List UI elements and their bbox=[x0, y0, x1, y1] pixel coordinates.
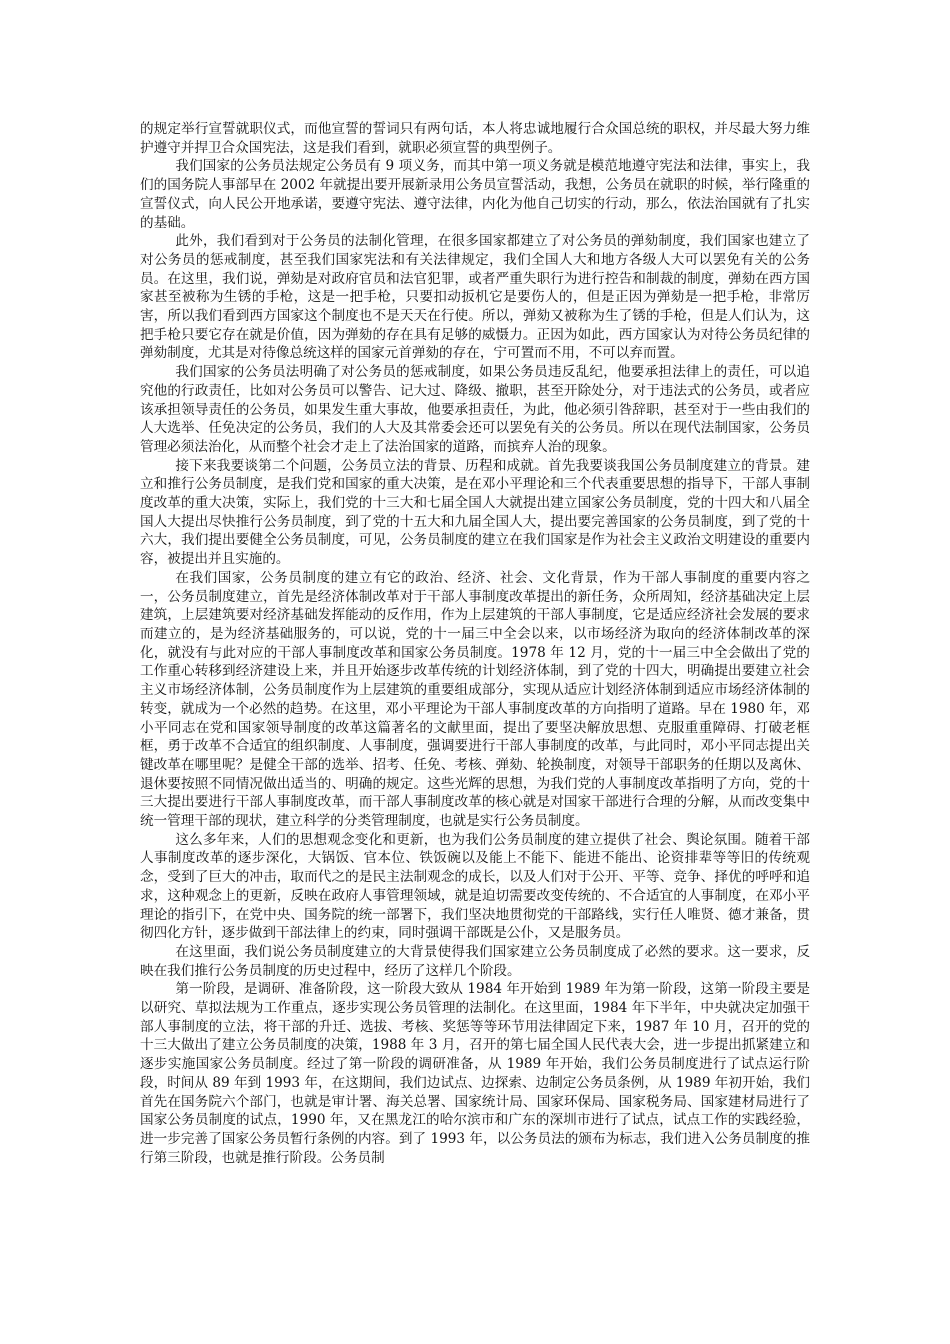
paragraph-4: 我们国家的公务员法明确了对公务员的惩戒制度，如果公务员违反乱纪，他要承担法律上的责任，可以追究他的行政责任，比如对公务员可以警告、记大过、降级、撤职，甚至开除处分，对于违法式的公务员，或者应该承担领导责任的公务员，如果发生重大事故，他要承担责任，为此，他必须引咎辞职，甚至对于一些由我们的人大选举、任免决定的公务员，我们的人大及其常委会还可以罢免有关的公务员。所以在现代法制国家，公务员管理必须法治化，从而整个社会才走上了法治国家的道路，而摈弃人治的现象。 bbox=[140, 364, 810, 455]
paragraph-1: 的规定举行宣誓就职仪式，而他宣誓的誓词只有两句话，本人将忠诚地履行合众国总统的职权，并尽最大努力维护遵守并捍卫合众国宪法，这是我们看到，就职必须宣誓的典型例子。 bbox=[140, 121, 810, 156]
paragraph-6: 在我们国家，公务员制度的建立有它的政治、经济、社会、文化背景，作为干部人事制度的重要内容之一，公务员制度建立，首先是经济体制改革对于干部人事制度改革提出的新任务，众所周知，经济基础决定上层建筑，上层建筑要对经济基础发挥能动的反作用，作为上层建筑的干部人事制度，它是适应经济社会发展的要求而建立的，是为经济基础服务的，可以说，党的十一届三中全会以来，以市场经济为取向的经济体制改革的深化，就没有与此对应的干部人事制度改革和国家公务员制度。1978 年 12 月，党的十一届三中全会做出了党的工作重心转移到经济建设上来，并且开始逐步改革传统的计划经济体制，到了党的十四大，明确提出要建立社会主义市场经济体制，公务员制度作为上层建筑的重要组成部分，实现从适应计划经济体制到适应市场经济体制的转变，就成为一个必然的趋势。在这里，邓小平理论为干部人事制度改革的方向指明了道路。早在 1980 年，邓小平同志在党和国家领导制度的改革这篇著名的文献里面，提出了要坚决解放思想、克服重重障碍、打破老框框，勇于改革不合适宜的组织制度、人事制度，强调要进行干部人事制度的改革，与此同时，邓小平同志提出关键改革在哪里呢？是健全干部的选举、招考、任免、考核、弹劾、轮换制度，对领导干部职务的任期以及离休、退休要按照不同情况做出适当的、明确的规定。这些光辉的思想，为我们党的人事制度改革指明了方向，党的十三大提出要进行干部人事制度改革，而干部人事制度改革的核心就是对国家干部进行合理的分解，从而改变集中统一管理干部的现状，建立科学的分类管理制度，也就是实行公务员制度。 bbox=[140, 569, 810, 830]
paragraph-2: 我们国家的公务员法规定公务员有 9 项义务，而其中第一项义务就是模范地遵守宪法和法律，事实上，我们的国务院人事部早在 2002 年就提出要开展新录用公务员宣誓活动，我想，公务员在就职的时候，举行隆重的宣誓仪式，向人民公开地承诺，要遵守宪法、遵守法律，内化为他自己切实的行动，那么，依法治国就有了扎实的基础。 bbox=[140, 158, 810, 231]
paragraph-8: 在这里面，我们说公务员制度建立的大背景使得我们国家建立公务员制度成了必然的要求。这一要求，反映在我们推行公务员制度的历史过程中，经历了这样几个阶段。 bbox=[140, 943, 810, 979]
paragraph-5: 接下来我要谈第二个问题，公务员立法的背景、历程和成就。首先我要谈我国公务员制度建立的背景。建立和推行公务员制度，是我们党和国家的重大决策，是在邓小平理论和三个代表重要思想的指导下，干部人事制度改革的重大决策，实际上，我们党的十三大和七届全国人大就提出建立国家公务员制度，党的十四大和八届全国人大提出尽快推行公务员制度，到了党的十五大和九届全国人大，提出要完善国家的公务员制度，到了党的十六大，我们提出要健全公务员制度，可见，公务员制度的建立在我们国家是作为社会主义政治文明建设的重要内容，被提出并且实施的。 bbox=[140, 457, 810, 568]
document-page bbox=[140, 120, 810, 1167]
paragraph-7: 这么多年来，人们的思想观念变化和更新，也为我们公务员制度的建立提供了社会、舆论氛围。随着干部人事制度改革的逐步深化，大锅饭、官本位、铁饭碗以及能上不能下、能进不能出、论资排辈等等旧的传统观念，受到了巨大的冲击，取而代之的是民主法制观念的成长，以及人们对于公开、平等、竞争、择优的呼呼和追求，这种观念上的更新，反映在政府人事管理领域，就是迫切需要改变传统的、不合适宜的人事制度，在邓小平理论的指引下，在党中央、国务院的统一部署下，我们坚决地贯彻党的干部路线，实行任人唯贤、德才兼备，贯彻四化方针，逐步做到干部法律上的约束，同时强调干部既是公仆，又是服务员。 bbox=[140, 831, 810, 942]
paragraph-9: 第一阶段，是调研、准备阶段，这一阶段大致从 1984 年开始到 1989 年为第一阶段，这第一阶段主要是以研究、草拟法规为工作重点，逐步实现公务员管理的法制化。在这里面，1984 年下半年，中央就决定加强干部人事制度的立法，将干部的升迁、选拔、考核、奖惩等等环节用法律固定下来，1987 年 10 月，召开的党的十三大做出了建立公务员制度的决策，1988 年 3 月，召开的第七届全国人民代表大会，进一步提出抓紧建立和逐步实施国家公务员制度。经过了第一阶段的调研准备，从 1989 年开始，我们公务员制度进行了试点运行阶段，时间从 89 年到 1993 年，在这期间，我们边试点、边探索、边制定公务员条例，从 1989 年初开始，我们首先在国务院六个部门，也就是审计署、海关总署、国家统计局、国家环保局、国家税务局、国家建材局进行了国家公务员制度的试点，1990 年，又在黑龙江的哈尔滨市和广东的深圳市进行了试点，试点工作的实践经验，进一步完善了国家公务员暂行条例的内容。到了 1993 年，以公务员法的颁布为标志，我们进入公务员制度的推行第三阶段，也就是推行阶段。公务员制 bbox=[140, 981, 810, 1166]
paragraph-3: 此外，我们看到对于公务员的法制化管理，在很多国家都建立了对公务员的弹劾制度，我们国家也建立了对公务员的惩戒制度，甚至我们国家宪法和有关法律规定，我们全国人大和地方各级人大可以罢免有关的公务员。在这里，我们说，弹劾是对政府官员和法官犯罪，或者严重失职行为进行控告和制裁的制度，弹劾在西方国家甚至被称为生锈的手枪，这是一把手枪，只要扣动扳机它是要伤人的，但是正因为弹劾是一把手枪，非常厉害，所以我们看到西方国家这个制度也不是天天在行使。所以，弹劾又被称为生了锈的手枪，但是人们认为，这把手枪只要它存在就是价值，因为弹劾的存在具有足够的威慑力。正因为如此，西方国家认为对待公务员纪律的弹劾制度，尤其是对待像总统这样的国家元首弹劾的存在，宁可置而不用，不可以弃而置。 bbox=[140, 233, 810, 362]
